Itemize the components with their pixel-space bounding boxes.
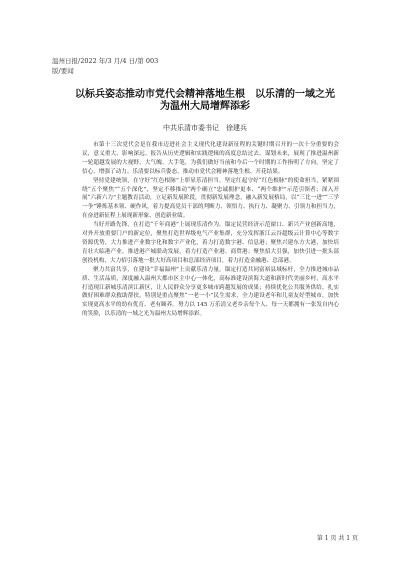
- paragraph: 市第十三次党代会是在我市迈进社会主义现代化建设新征程的关键时期召开的一次十分重要的会议，意义重大、影响深远。报告从历史逻辑和实践逻辑的高度总结过去、谋划未来，展现了推进温州新一轮超越发展的大视野、大气魄、大手笔，为我们做好当前和今后一个时期的工作指明了方向。坚定了信心、增强了动力。乐清要以标兵姿态，推动市党代会精神落地生根、开花结果。: [82, 142, 339, 175]
- paragraph: 聚力共富共享，在建设“幸福温州”上贡献乐清力量。锚定打造共同富裕县域标杆，全力推进城市品质、生活品质，深度融入温州大都市区主中心一体化，高标准建设滨海大道和新时代美丽乡村，高水平打造现江新城乐清滨江新区，让人民群众分享更多城市跨越发展的成果；持续优化公共服务供给，扎实做好困难群众救助帮扶，特别是重点聚焦“一老一小”民生需求，全力建设老年和儿童友好型城市，加快实现更高水平的幼有优育、老有颐养。努力以 145 万乐清父老乡亲每个人、每一天都拥有一张发自内心的笑脸，以乐清的一域之光为温州大局增辉添彩。: [82, 266, 339, 318]
- source-line-1: 温州日报/2022 年/3 月/4 日/第 003: [52, 57, 159, 65]
- title-line-2: 为温州大局增辉添彩: [160, 101, 250, 112]
- article-body: [82, 141, 339, 319]
- source-line-2: 版/要闻: [52, 67, 74, 75]
- title-line-1: 以标兵姿态推动市党代会精神落地生根 以乐清的一域之光: [75, 89, 335, 100]
- article-title: [40, 89, 370, 113]
- source-info: [52, 56, 158, 76]
- paragraph: 当好开路先锋，在打造“千年商港”上展现乐清作为。锚定民营经济示范窗口、新兴产业创新高地、对外开放重要门户的新定位，聚焦打造世界级电气产业集群，充分发挥浙江云谷超级云计算中心等数字资源优势，大力推进产业数字化和数字产业化，着力打造数字港、信息港；聚焦兴建东方大港，加快培育壮大临港产业，推进港产城联动发展，着力打造产业港、商贸港；聚焦招大引强，加快引进一批头部创投机构，大力招引落地一批大好高项目和总部经济项目，着力打造金融港、总部港。: [82, 222, 339, 264]
- article-author: 中共乐清市委书记 徐建兵: [163, 124, 247, 132]
- paragraph: 坚持党建统领，在守好“红色根脉”上彰显乐清担当。坚定红起守好“红色根脉”的使命担当，紧紧围绕“五个聚焦”“五个深化”，坚定不移推动“两个确立”忠诚拥护更本、“两个维护”示范引领者；深入开展“六新六力”主题教育活动，立足新发展阶段，贯彻新发展理念，融入新发展格局，以“三比一进”“三学一争”锤炼基本领、硬作风，着力提高党员干部的判断力、领悟力、执行力、凝聚力、引领力和担当力，在奋进新征程上展现新形象、创造新业绩。: [82, 177, 339, 220]
- page-number: 第 1 页 共 1 页: [316, 535, 358, 542]
